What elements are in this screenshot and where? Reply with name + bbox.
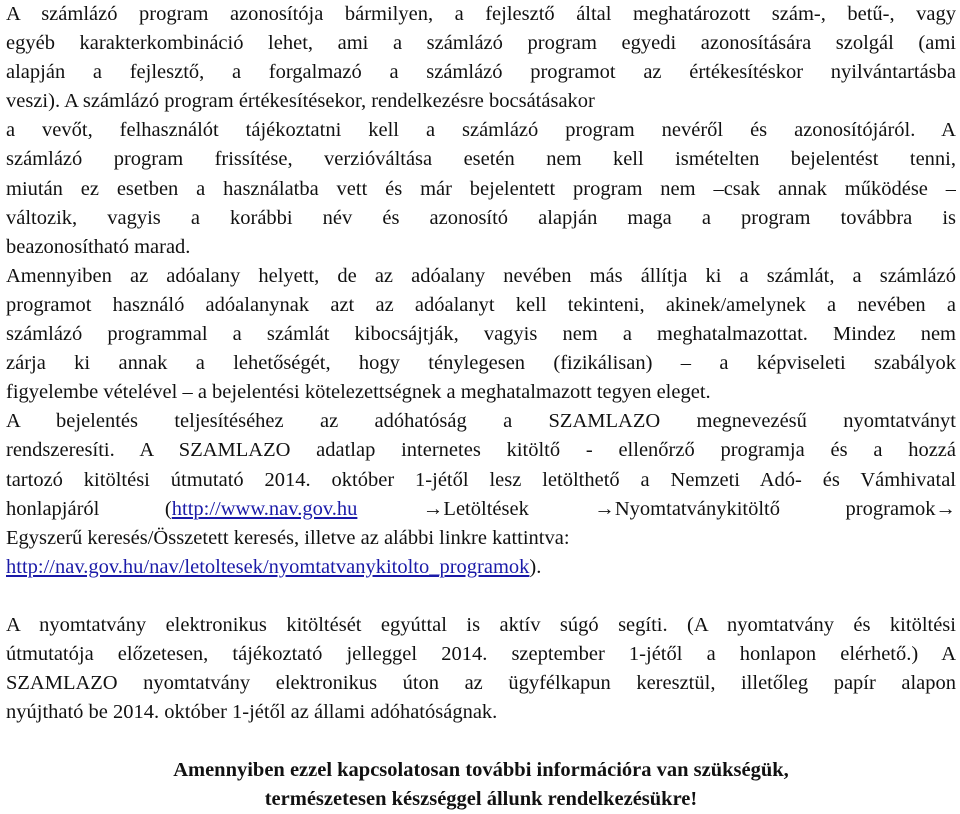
text-line: Egyszerű keresés/Összetett keresés, illetve az alábbi linkre kattintva: [6,526,570,549]
closing-statement [6,756,956,814]
text-line: természetesen készséggel állunk rendelkezésükre! [264,788,698,811]
text-fragment: ). [529,555,542,578]
text-line-with-link [6,495,956,524]
text-line: számlázó program frissítése, verzióváltása esetén nem kell ismételten bejelentést tenni, [6,148,956,171]
text-line: számlázó programmal a számlát kibocsájtják, vagyis nem a meghatalmazottat. Mindez nem [6,323,956,346]
text-line: SZAMLAZO nyomtatvány elektronikus úton az ügyfélkapun keresztül, illetőleg papír alapon [6,672,956,695]
text-line: tartozó kitöltési útmutató 2014. október 1-jétől lesz letölthető a Nemzeti Adó- és Vámhivatal [6,468,956,491]
text-line-with-link [6,553,956,582]
paragraph-identifier [6,0,956,262]
text-line: beazonosítható marad. [6,235,191,258]
paragraph-representative [6,262,956,407]
text-line: egyéb karakterkombináció lehet, ami a számlázó program egyedi azonosítására szolgál (ami [6,32,956,55]
paragraph-form-download [6,407,956,582]
text-line: veszi). A számlázó program értékesítésekor, rendelkezésre bocsátásakor [6,90,595,113]
text-fragment: honlapjáról ( [6,497,172,520]
paragraph-gap [6,582,956,611]
text-line: zárja ki annak a lehetőségét, hogy ténylegesen (fizikálisan) – a képviseleti szabályok [6,352,956,375]
paragraph-gap [6,727,956,756]
text-line: miután ez esetben a használatba vett és már bejelentett program nem –csak annak működése – [6,177,956,200]
text-line: alapján a fejlesztő, a forgalmazó a számlázó programot az értékesítéskor nyilvántartásba [6,61,956,84]
text-line: Amennyiben ezzel kapcsolatosan további információra van szükségük, [173,759,789,782]
paragraph-help [6,611,956,727]
nav-homepage-link[interactable]: http://www.nav.gov.hu [171,497,358,520]
text-line: a vevőt, felhasználót tájékoztatni kell a számlázó program nevéről és azonosítójáról. A [6,119,956,142]
text-line: A számlázó program azonosítója bármilyen, a fejlesztő által meghatározott szám-, betű-, vagy [6,3,956,25]
text-line: A nyomtatvány elektronikus kitöltését egyúttal is aktív súgó segíti. (A nyomtatvány és kitöltési [6,613,956,636]
text-line: figyelembe vételével – a bejelentési kötelezettségnek a meghatalmazott tegyen eleget. [6,381,711,404]
form-program-link[interactable]: http://nav.gov.hu/nav/letoltesek/nyomtatvanykitolto_programok [6,555,530,578]
text-line: programot használó adóalanynak azt az adóalanyt kell tekinteni, akinek/amelynek a nevében a [6,293,956,316]
text-fragment: →Letöltések →Nyomtatványkitöltő programok→ [357,497,956,520]
text-line: A bejelentés teljesítéséhez az adóhatóság a SZAMLAZO megnevezésű nyomtatványt [6,410,956,433]
text-line: útmutatója előzetesen, tájékoztató jelleggel 2014. szeptember 1-jétől a honlapon elérhető.) A [6,642,956,665]
text-line: változik, vagyis a korábbi név és azonosító alapján maga a program továbbra is [6,206,956,229]
text-line: nyújtható be 2014. október 1-jétől az állami adóhatóságnak. [6,701,498,724]
text-line: rendszeresíti. A SZAMLAZO adatlap internetes kitöltő - ellenőrző programja és a hozzá [6,439,956,462]
text-line: Amennyiben az adóalany helyett, de az adóalany nevében más állítja ki a számlát, a számlázó [6,264,956,287]
